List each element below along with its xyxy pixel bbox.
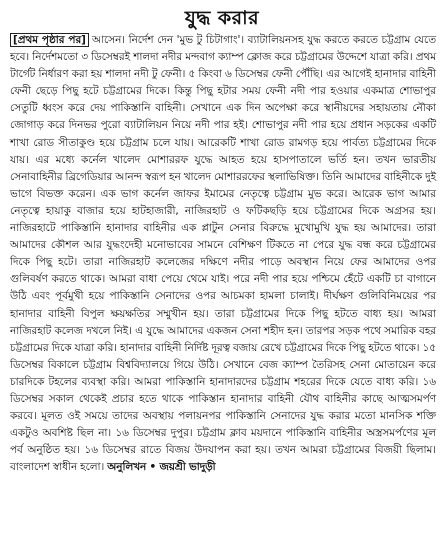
article-body bbox=[6, 32, 438, 476]
news-article bbox=[6, 4, 438, 554]
article-closing-text: ছিলাম। বাংলাদেশ স্বাধীন হলো। bbox=[10, 444, 436, 474]
article-byline: অনুলিখন • জয়শ্রী ভাদুড়ী bbox=[107, 461, 216, 474]
article-headline: যুদ্ধ করার bbox=[184, 7, 260, 29]
continuation-tag: [প্রথম পৃষ্ঠার পর] bbox=[10, 33, 89, 47]
article-body-text: আসেন। নির্দেশ দেন 'মুভ টু চিটাগাং'। ব্যাটালিয়নসহ যুদ্ধ করতে করতে চট্টগ্রাম যেতে হবে। নির্দেশমতো ৩ ডিসেম্বরই শালদা নদীর মন্দবাগ ক্যাম্প ক্লোজ করে চট্টগ্রামের উদ্দেশে যাত্রা করি। প্রথম টার্গেট নির্ধারণ করা হয় শালদা নদী টু ফেনী। ৫ কিংবা ৬ ডিসেম্বর ফেনী পৌঁছি। এর আগেই হানাদার বাহিনী ফেনী ছেড়ে পিছু হটে চট্টগ্রামের দিকে। কিন্তু পিছু হটার সময় ফেনী নদী পার হওয়ার একমাত্র শোভাপুর সেতুটি ধ্বংস করে দেয় পাকিস্তানি বাহিনী। সেখানে এক দিন অপেক্ষা করে স্থানীয়দের সহায়তায় নৌকা জোগাড় করে দিনভর পুরো ব্যাটালিয়ন নিয়ে নদী পার হই। শোভাপুর নদী পার হয়ে প্রধান সড়কের একটি শাখা রোড সীতাকুণ্ড হয়ে চট্টগ্রাম চলে যায়। আরেকটি শাখা রোড রামগড় হয়ে পার্বত্য চট্টগ্রামের দিকে যায়। এর মধ্যে কর্নেল খালেদ মোশাররফ যুদ্ধে আহত হয়ে হাসপাতালে ভর্তি হন। তখন ভারতীয় সেনাবাহিনীর ব্রিগেডিয়ার আনন্দ স্বরূপ হন খালেদ মোশাররফের স্থলাভিষিক্ত। তিনি আমাদের বাহিনীকে দুই ভাগে বিভক্ত করেন। এক ভাগ কর্নেল জাফর ইমামের নেতৃত্বে চট্টগ্রাম মুভ করে। আরেক ভাগ আমার নেতৃত্বে হায়াকু বাজার হয়ে হাটহাজারী, নাজিরহাট ও ফটিকছড়ি হয়ে চট্টগ্রামের দিকে অগ্রসর হয়। নাজিরহাটে পাকিস্তানি হানাদার বাহিনীর এক প্লাটুন সেনার বিরুদ্ধে মুখোমুখি যুদ্ধ হয় আমাদের। তারা আমাদের কৌশল আর যুদ্ধংদেহী মনোভাবের সামনে বেশিক্ষণ টিকতে না পেরে যুদ্ধ বন্ধ করে চট্টগ্রামের দিকে পিছু হটে। তারা নাজিরহাট কলেজের দক্ষিণে নদীর পাড়ে অবস্থান নিয়ে ফের আমাদের ওপর গুলিবর্ষণ করতে থাকে। আমরা বাধা পেয়ে থেমে যাই। পরে নদী পার হয়ে পশ্চিমে হেঁটে একটি চা বাগানে উঠি এবং পূর্বমুখী হয়ে পাকিস্তানি সেনাদের ওপর আচমকা হামলা চালাই। দীর্ঘক্ষণ গুলিবিনিময়ের পর হানাদার বাহিনী বিপুল ক্ষয়ক্ষতির সম্মুখীন হয়। তারা চট্টগ্রামের দিকে পিছু হটতে বাধ্য হয়। আমরা নাজিরহাট কলেজ দখলে নিই। এ যুদ্ধে আমাদের একজন সেনা শহীদ হন। তারপর সড়ক পথে সমারিক বহর চট্টগ্রামের দিকে যাত্রা করি। হানাদার বাহিনী নির্দিষ্ট দূরত্ব বজায় রেখে চট্টগ্রামের দিকে পিছু হটতে থাকে। ১৫ ডিসেম্বর বিকালে চট্টগ্রাম বিশ্ববিদ্যালয়ে গিয়ে উঠি। সেখানে বেজ ক্যাম্প তৈরিসহ সেনা মোতায়েন করে চারদিকে টহলের ব্যবস্থা করি। আমরা পাকিস্তানি হানাদারদের চট্টগ্রাম শহরের দিকে যেতে বাধ্য করি। ১৬ ডিসেম্বর সকাল থেকেই প্রচার হতে থাকে পাকিস্তান হানাদার বাহিনী যৌথ বাহিনীর কাছে আত্মসমর্পণ করবে। মূলত ওই সময়ে তাদের অবস্থায় পলায়নপর পাকিস্তানি সেনাদের যুদ্ধ করার মতো মানসিক শক্তি একটুও অবশিষ্ট ছিল না। ১৬ ডিসেম্বর দুপুর। চট্টগ্রাম ক্লাব ময়দানে পাকিস্তানি বাহিনীর অস্ত্রসমর্পণের মূল পর্ব অনুষ্ঠিত হয়। ১৬ ডিসেম্বর রাতে বিজয় উদযাপন করা হয়। তখন আমরা চট্টগ্রামের বিজয়ী bbox=[10, 34, 436, 457]
